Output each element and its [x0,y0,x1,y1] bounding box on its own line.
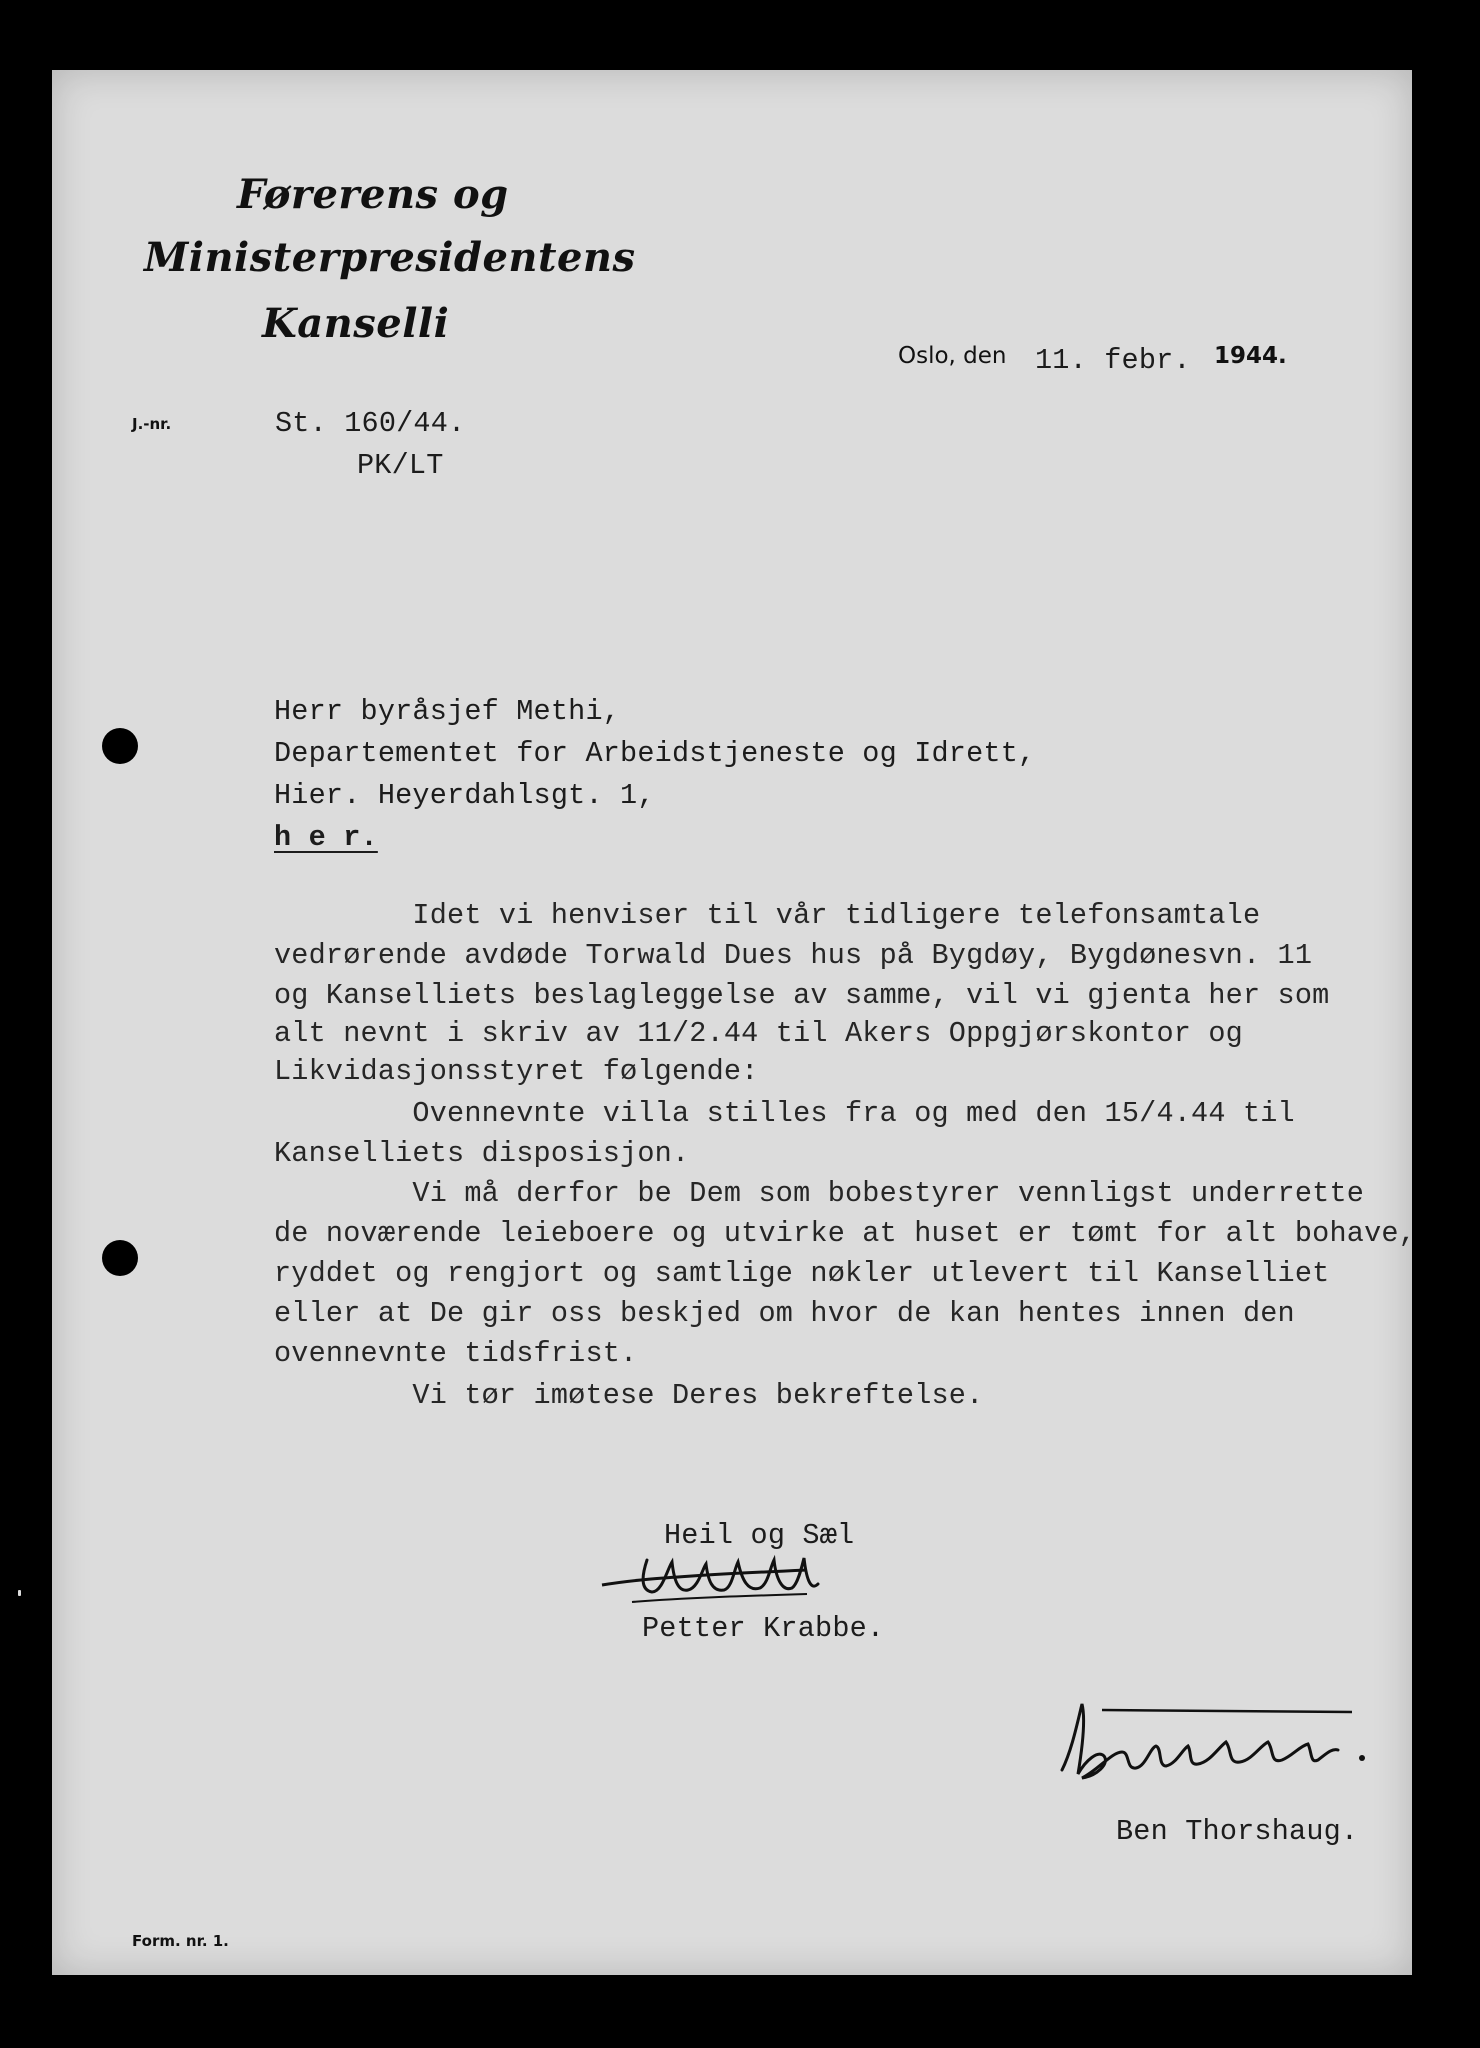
date-year: 1944. [1214,343,1287,369]
journal-initials: PK/LT [357,449,444,482]
recipient-department: Departementet for Arbeidstjeneste og Idrett, [274,737,1036,770]
body-line: og Kanselliets beslagleggelse av samme, vil vi gjenta her som [274,979,1330,1012]
letterhead-line-3: Kanselli [262,300,450,347]
journal-number: St. 160/44. [275,407,466,440]
body-line: ryddet og rengjort og samtlige nøkler utlevert til Kanselliet [274,1257,1330,1290]
body-line: Idet vi henviser til vår tidligere telefonsamtale [274,899,1261,932]
recipient-location: h e r. [274,821,378,854]
signature-petter-krabbe [592,1540,832,1620]
punch-hole-bottom [102,1240,138,1276]
date-label: Oslo, den [898,343,1007,369]
recipient-address: Hier. Heyerdahlsgt. 1, [274,779,655,812]
date-value: 11. febr. [1035,344,1191,377]
body-line: vedrørende avdøde Torwald Dues hus på Bygdøy, Bygdønesvn. 11 [274,939,1313,972]
letterhead-line-2: Ministerpresidentens [144,234,636,281]
body-line: Vi må derfor be Dem som bobestyrer vennligst underrette [274,1177,1365,1210]
body-line: Kanselliets disposisjon. [274,1137,690,1170]
body-line: de noværende leieboere og utvirke at huset er tømt for alt bohave, [274,1217,1416,1250]
closing-greeting: Heil og Sæl [664,1519,855,1552]
punch-hole-top [102,728,138,764]
signer-1-name: Petter Krabbe. [642,1612,885,1645]
letterhead-line-1: Førerens og [237,171,509,218]
journal-label: J.-nr. [132,415,172,433]
body-line: alt nevnt i skriv av 11/2.44 til Akers Oppgjørskontor og [274,1017,1243,1050]
scan-speck [18,1590,21,1596]
form-number: Form. nr. 1. [132,1932,229,1950]
body-line: Ovennevnte villa stilles fra og med den 15/4.44 til [274,1097,1295,1130]
document-page [52,70,1416,1975]
recipient-name: Herr byråsjef Methi, [274,695,621,728]
signature-ben-thorshaug [1042,1690,1372,1800]
body-line: eller at De gir oss beskjed om hvor de kan hentes innen den [274,1297,1295,1330]
body-line: Vi tør imøtese Deres bekreftelse. [274,1379,984,1412]
body-line: ovennevnte tidsfrist. [274,1337,638,1370]
body-line: Likvidasjonsstyret følgende: [274,1055,759,1088]
signer-2-name: Ben Thorshaug. [1116,1815,1359,1848]
